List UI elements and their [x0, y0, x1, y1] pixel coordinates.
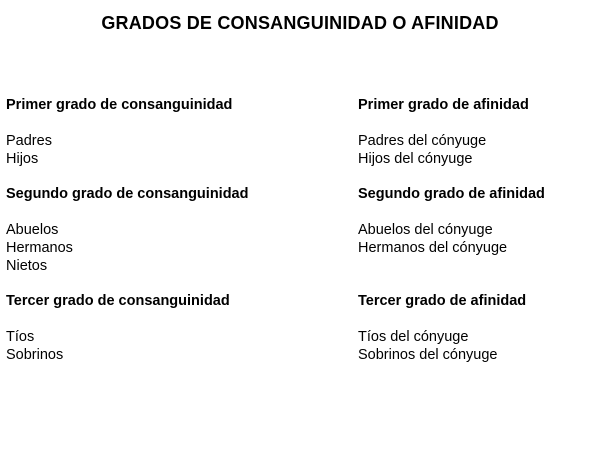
relative-list — [358, 132, 529, 168]
list-item: Padres — [6, 133, 52, 149]
list-item: Sobrinos — [6, 347, 64, 363]
section-heading: Tercer grado de afinidad — [358, 293, 527, 309]
section-heading: Tercer grado de consanguinidad — [6, 293, 230, 309]
list-item: Abuelos — [6, 222, 59, 238]
list-item: Abuelos del cónyuge — [358, 222, 493, 238]
list-item: Nietos — [6, 258, 48, 274]
second-degree-affinity-section — [358, 185, 545, 257]
third-degree-affinity-section — [358, 292, 526, 364]
relative-list — [6, 132, 232, 168]
list-item: Tíos — [6, 329, 35, 345]
relative-list — [6, 328, 230, 364]
relative-list — [358, 328, 526, 364]
list-item: Hermanos del cónyuge — [358, 240, 508, 256]
first-degree-consanguinity-section — [6, 96, 232, 168]
list-item: Sobrinos del cónyuge — [358, 347, 498, 363]
list-item: Tíos del cónyuge — [358, 329, 469, 345]
second-degree-consanguinity-section — [6, 185, 248, 275]
relative-list — [358, 221, 545, 257]
list-item: Hijos del cónyuge — [358, 151, 473, 167]
document-title: GRADOS DE CONSANGUINIDAD O AFINIDAD — [101, 13, 499, 33]
list-item: Hermanos — [6, 240, 73, 256]
relative-list — [6, 221, 248, 275]
third-degree-consanguinity-section — [6, 292, 230, 364]
list-item: Hijos — [6, 151, 39, 167]
section-heading: Primer grado de consanguinidad — [6, 97, 233, 113]
first-degree-affinity-section — [358, 96, 529, 168]
section-heading: Segundo grado de consanguinidad — [6, 186, 249, 202]
list-item: Padres del cónyuge — [358, 133, 487, 149]
section-heading: Segundo grado de afinidad — [358, 186, 545, 202]
section-heading: Primer grado de afinidad — [358, 97, 529, 113]
